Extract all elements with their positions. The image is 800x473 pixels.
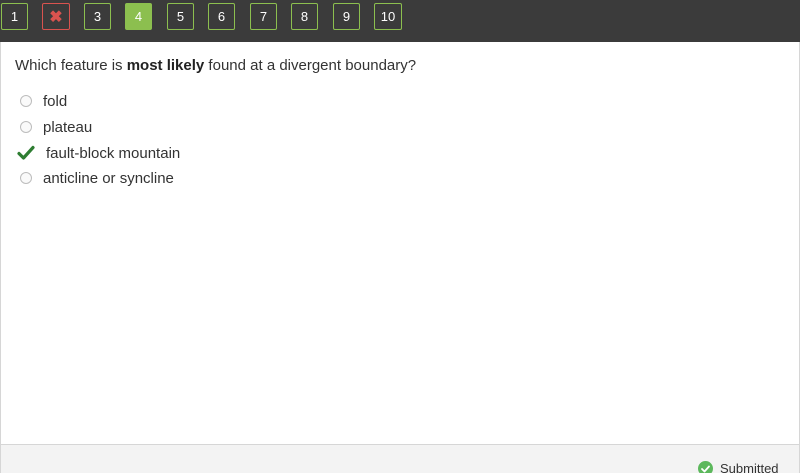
x-icon: ✖ (49, 8, 63, 26)
answer-option-label: fold (43, 92, 68, 110)
question-suffix: found at a divergent boundary? (204, 57, 417, 74)
submitted-status (698, 461, 779, 473)
answer-option-label: anticline or syncline (43, 169, 174, 187)
question-nav-label: 5 (176, 9, 185, 24)
answer-option-2[interactable] (15, 117, 315, 137)
question-panel (0, 42, 800, 444)
question-nav-label: 9 (342, 9, 351, 24)
question-nav-2[interactable] (42, 3, 70, 30)
answer-option-label: plateau (43, 118, 93, 136)
question-nav-8[interactable] (291, 3, 318, 30)
question-nav-label: 4 (134, 9, 143, 24)
question-nav-label: 6 (217, 9, 226, 24)
question-nav-5[interactable] (167, 3, 194, 30)
radio-button[interactable] (20, 121, 32, 133)
answer-option-1[interactable] (15, 91, 315, 111)
answer-option-label: fault-block mountain (46, 144, 181, 162)
question-nav-bar (0, 0, 800, 42)
radio-button[interactable] (20, 95, 32, 107)
question-nav-4[interactable] (125, 3, 152, 30)
footer-bar (0, 444, 800, 473)
question-prefix: Which feature is (15, 57, 127, 74)
radio-button[interactable] (20, 172, 32, 184)
question-nav-label: 3 (93, 9, 102, 24)
question-emphasis: most likely (126, 57, 205, 74)
question-nav-9[interactable] (333, 3, 360, 30)
question-nav-1[interactable] (1, 3, 28, 30)
submitted-label: Submitted (720, 461, 779, 473)
question-nav-label: 10 (380, 9, 396, 24)
question-nav-label: 8 (300, 9, 309, 24)
question-nav-6[interactable] (208, 3, 235, 30)
question-text (15, 57, 416, 74)
question-nav-7[interactable] (250, 3, 277, 30)
question-nav-label: 1 (10, 9, 19, 24)
question-nav-3[interactable] (84, 3, 111, 30)
answer-option-3[interactable] (15, 143, 315, 163)
question-nav-10[interactable] (374, 3, 402, 30)
question-nav-label: 7 (259, 9, 268, 24)
check-circle-icon (698, 461, 713, 473)
answer-option-4[interactable] (15, 168, 315, 188)
checkmark-icon (16, 143, 36, 163)
